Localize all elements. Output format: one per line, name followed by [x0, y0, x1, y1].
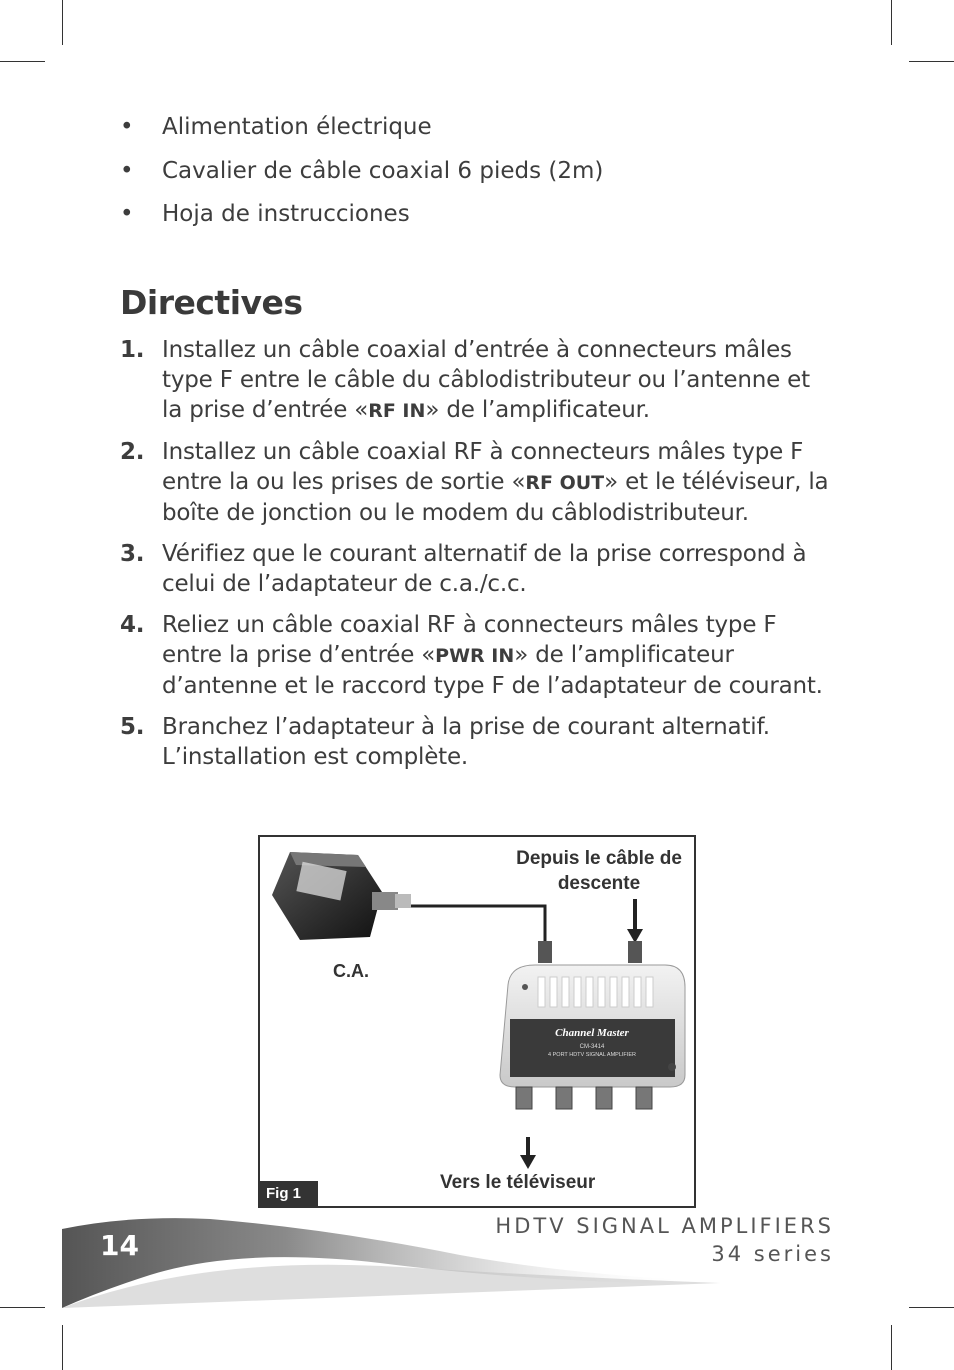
step-text: » de l’amplificateur.	[425, 397, 650, 423]
step-text: » et le téléviseur, la boîte de jonction ou le modem du câblodistributeur.	[162, 469, 829, 526]
amp-description: 4 PORT HDTV SIGNAL AMPLIFIER	[548, 1052, 636, 1058]
figure-label: Fig 1	[258, 1181, 318, 1206]
list-item	[120, 199, 840, 229]
step-text: Vérifiez que le courant alternatif de la prise correspond à celui de l’adaptateur de c.a./c.c.	[162, 541, 807, 597]
crop-mark	[62, 1325, 63, 1370]
step-item	[120, 610, 835, 701]
bullet-glyph: •	[120, 201, 134, 227]
ac-label: C.A.	[333, 961, 369, 981]
list-item	[120, 156, 840, 186]
to-tv-label: Vers le téléviseur	[440, 1172, 596, 1193]
step-item	[120, 712, 835, 772]
footer-title: HDTV SIGNAL AMPLIFIERS	[495, 1214, 834, 1238]
step-number: 1.	[120, 337, 145, 363]
contents-list	[120, 112, 840, 243]
connector-label: PWR IN	[435, 645, 515, 667]
step-text: Branchez l’adaptateur à la prise de courant alternatif. L’installation est complète.	[162, 714, 770, 770]
bullet-glyph: •	[120, 114, 134, 140]
pwr-in-connector	[538, 941, 552, 963]
arrow-head	[520, 1155, 536, 1169]
amplifier-icon	[500, 965, 685, 1087]
list-item-text: Hoja de instrucciones	[162, 201, 410, 227]
amp-model: CM-3414	[579, 1044, 605, 1050]
rf-out-connectors	[516, 1087, 652, 1109]
from-cable-label: Depuis le câble de descente	[516, 848, 682, 894]
step-item	[120, 437, 835, 528]
step-number: 5.	[120, 714, 145, 740]
power-adapter-icon	[272, 852, 411, 940]
bullet-glyph: •	[120, 157, 134, 184]
step-number: 3.	[120, 541, 145, 567]
step-item	[120, 335, 835, 426]
step-text: » de l’amplificateur d’antenne et le raccord type F de l’adaptateur de courant.	[162, 642, 823, 699]
step-item	[120, 539, 835, 599]
crop-mark	[891, 0, 892, 45]
step-text: Installez un câble coaxial d’entrée à connecteurs mâles type F entre le câble du câblodistributeur ou l’antenne et la prise d’entrée «	[162, 337, 810, 423]
crop-mark	[0, 61, 45, 62]
section-heading: Directives	[120, 283, 303, 322]
list-item-text: Cavalier de câble coaxial 6 pieds (2m)	[162, 157, 604, 184]
page-number: 14	[100, 1229, 139, 1262]
list-item	[120, 112, 840, 142]
crop-mark	[909, 61, 954, 62]
instruction-steps	[120, 335, 835, 783]
crop-mark	[62, 0, 63, 45]
step-text: Reliez un câble coaxial RF à connecteurs mâles type F entre la prise d’entrée «	[162, 612, 777, 668]
amp-brand: Channel Master	[555, 1027, 629, 1039]
step-number: 4.	[120, 612, 145, 638]
list-item-text: Alimentation électrique	[162, 114, 432, 140]
arrow-head	[627, 929, 643, 943]
rf-in-connector	[628, 941, 642, 963]
step-number: 2.	[120, 439, 145, 465]
footer-subtitle: 34 series	[711, 1242, 834, 1266]
connector-label: RF OUT	[525, 472, 605, 494]
crop-mark	[891, 1325, 892, 1370]
connector-label: RF IN	[368, 400, 426, 422]
power-cable	[411, 906, 545, 941]
step-text: Installez un câble coaxial RF à connecteurs mâles type F entre la ou les prises de sortie «	[162, 439, 804, 495]
